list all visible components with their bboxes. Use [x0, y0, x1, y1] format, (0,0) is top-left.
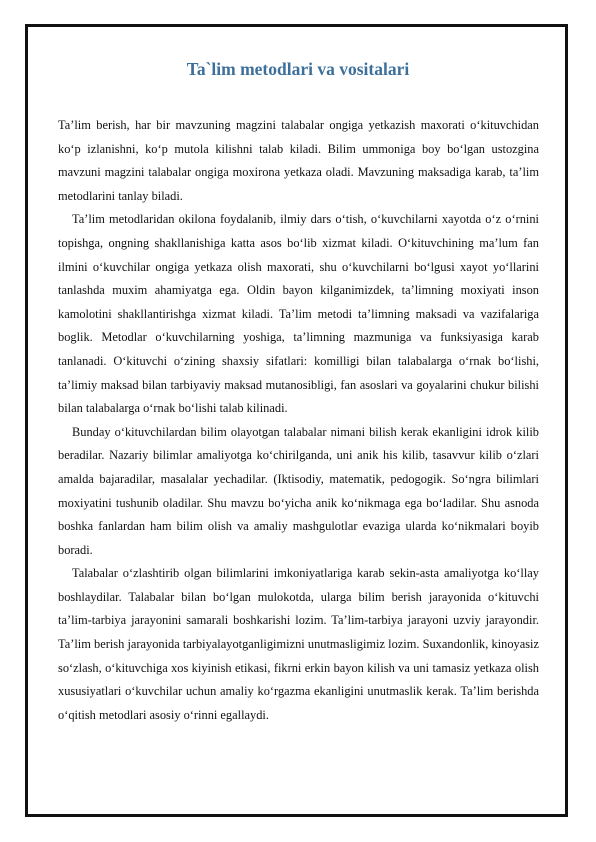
paragraph-students: Bunday o‘kituvchilardan bilim olayotgan talabalar nimani bilish kerak ekanligini idrok kilib beradilar. Nazariy bilimlar amaliyotga ko‘chirilganda, uni anik his kilib, tasavvur kilib o‘zlari amalda bajaradilar, masalalar yechadilar. (Iktisodiy, matematik, pedogogik. So‘ngra bilimlari moxiyatini tushunib oladilar. Shu mavzu bo‘yicha anik ko‘nikmaga ega bo‘ladilar. Shu asnoda boshka fanlardan ham bilim olish va amaliy mashgulotlar evaziga ularda ko‘nikmalari boyib boradi. [58, 424, 539, 557]
document-title: Ta`lim metodlari va vositalari [186, 59, 410, 79]
document-body [58, 114, 539, 727]
paragraph-methods: Ta’lim metodlaridan okilona foydalanib, ilmiy dars o‘tish, o‘kuvchilarni xayotda o‘z o‘rnini topishga, ongning shakllanishiga katta asos bo‘lib xizmat kiladi. O‘kituvchining ma’lum fan ilmini o‘kuvchilar ongiga yetkaza olish maxorati, shu o‘kuvchilarni bo‘lgusi xayot yo‘llarini tanlashda muxim ahamiyatga ega. Oldin bayon kilganimizdek, ta’limning moxiyati inson kamolotini shakllantirishga xizmat kiladi. Ta’lim metodi ta’limning maksadi va vazifalariga boglik. Metodlar o‘kuvchilarning yoshiga, ta’limning mazmuniga va funksiyasiga karab tanlanadi. O‘kituvchi o‘zining shaxsiy sifatlari: komilligi bilan talabalarga o‘rnak bo‘lishi, ta’limiy maksad bilan tarbiyaviy maksad mutanosibligi, fan asoslari va goyalarini chukur bilishi bilan talabalarga o‘rnak bo‘lishi talab kilinadi. [58, 212, 539, 416]
paragraph-intro: Ta’lim berish, har bir mavzuning magzini talabalar ongiga yetkazish maxorati o‘kituvchidan ko‘p izlanishni, ko‘p mutola kilishni talab kiladi. Bilim ummoniga boy bo‘lgan ustozgina mavzuni magzini talabalar ongiga moxirona yetkaza oladi. Mavzuning maksadiga karab, ta’lim metodlarini tanlay biladi. [58, 118, 539, 203]
paragraph-practice: Talabalar o‘zlashtirib olgan bilimlarini imkoniyatlariga karab sekin-asta amaliyotga ko‘llay boshlaydilar. Talabalar bilan bo‘lgan mulokotda, ularga bilim berish jarayonida o‘kituvchi ta’lim-tarbiya jarayonini samarali boshkarishi lozim. Ta’lim-tarbiya jarayoni uzviy jarayondir. Ta’lim berish jarayonida tarbiyalayotganligimizni unutmasligimiz lozim. Suxandonlik, kinoyasiz so‘zlash, o‘kituvchiga xos kiyinish etikasi, fikrni erkin bayon kilish va uni tamasiz yetkaza olish xususiyatlari o‘kuvchilar uchun amaliy ko‘rgazma ekanligini unutmaslik kerak. Ta’lim berishda o‘qitish metodlari asosiy o‘rinni egallaydi. [58, 566, 539, 722]
